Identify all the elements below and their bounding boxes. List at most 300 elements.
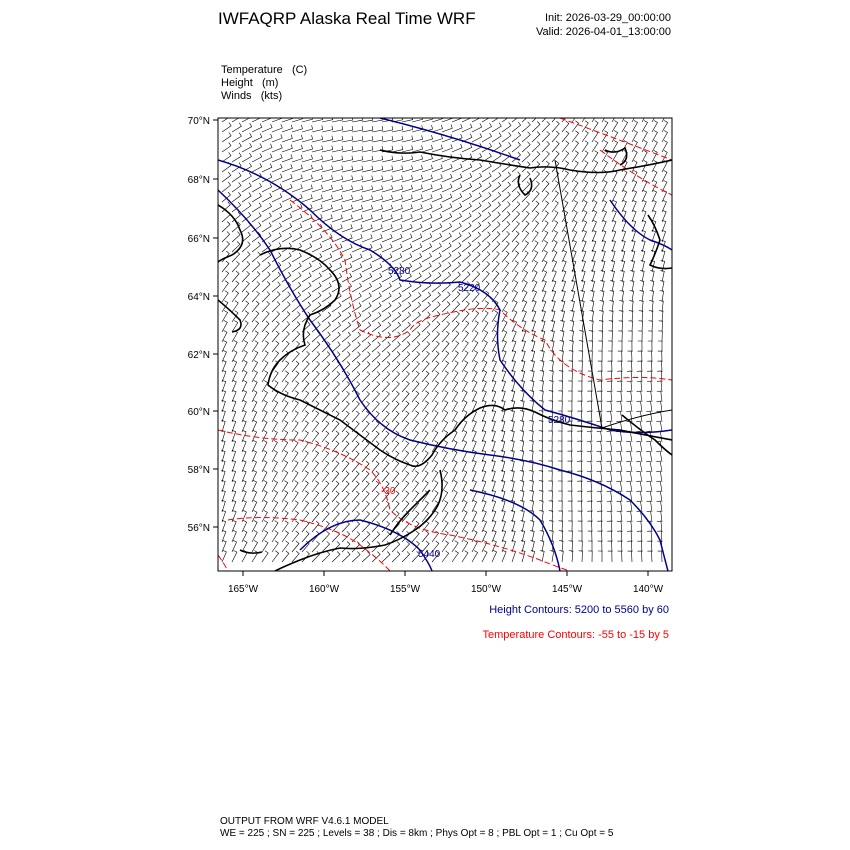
wind-barb <box>412 292 421 302</box>
wind-barb <box>472 341 478 352</box>
wind-barb <box>352 401 359 412</box>
wind-barb <box>262 500 267 512</box>
wind-barb <box>282 451 288 463</box>
wind-barb <box>492 153 501 163</box>
wind-barb <box>637 371 642 382</box>
wind-barb <box>342 293 351 302</box>
wind-barb <box>656 481 662 492</box>
wind-barb <box>232 192 241 202</box>
wind-barb <box>590 311 594 323</box>
height-contours <box>218 118 672 571</box>
wind-barb <box>242 281 249 292</box>
wind-barb <box>382 531 390 542</box>
wind-barb <box>472 193 481 202</box>
wind-barb <box>492 123 501 132</box>
wind-barb <box>452 450 457 462</box>
wind-barb <box>282 154 292 162</box>
wind-barb <box>422 501 429 512</box>
wind-barb <box>522 132 530 142</box>
wind-barb <box>272 351 279 362</box>
wind-barb <box>292 391 299 402</box>
wind-barb <box>292 351 299 362</box>
wind-barb <box>482 350 487 362</box>
wind-barb <box>292 214 302 222</box>
wind-barb <box>462 341 468 352</box>
wind-barb <box>302 115 313 122</box>
wind-barb <box>422 302 431 312</box>
wind-barb <box>352 481 359 492</box>
wind-barb <box>550 551 554 563</box>
wind-barb <box>522 211 529 222</box>
wind-barb <box>559 531 563 542</box>
wind-barb <box>402 551 410 562</box>
wind-barb <box>522 271 528 283</box>
wind-barb <box>609 331 613 342</box>
wind-barb <box>607 511 612 522</box>
wind-barb <box>292 361 299 372</box>
wind-barb <box>372 461 379 472</box>
wind-barb <box>602 240 606 252</box>
wind-barb <box>312 292 321 302</box>
wind-barb <box>362 481 369 492</box>
wind-barb <box>342 176 353 183</box>
wind-barb <box>292 312 300 322</box>
wind-barb <box>312 541 320 552</box>
wind-barb <box>661 250 665 262</box>
wind-barb <box>312 283 321 292</box>
wind-barb <box>548 431 552 442</box>
wind-barb <box>282 262 291 272</box>
wind-barb <box>282 145 292 153</box>
wind-barb <box>282 331 289 342</box>
wind-barb <box>412 361 419 372</box>
wind-barb <box>392 471 399 482</box>
wind-barb <box>542 250 547 262</box>
wind-barb <box>647 541 652 552</box>
wind-barb <box>232 143 241 152</box>
wind-barb <box>622 111 628 123</box>
wind-barb <box>482 331 488 343</box>
wind-barb <box>462 193 472 202</box>
wind-barb <box>539 431 543 442</box>
wind-barb <box>342 411 349 422</box>
wind-barb <box>631 260 635 272</box>
wind-barb <box>588 551 592 562</box>
wind-barb <box>616 431 622 442</box>
wind-barb <box>452 184 462 193</box>
wind-barb <box>402 322 410 332</box>
wind-barb <box>600 291 604 303</box>
wind-barb <box>578 521 582 532</box>
wind-barb <box>649 311 653 322</box>
wind-barb <box>422 253 432 262</box>
wind-barb <box>252 420 257 432</box>
wind-barb <box>646 441 652 452</box>
wind-barb <box>587 411 592 422</box>
wind-barb <box>222 291 228 302</box>
wind-barb <box>322 361 330 372</box>
wind-barb <box>560 341 564 353</box>
wind-barb <box>632 131 637 143</box>
wind-barb <box>659 321 663 332</box>
wind-barb <box>608 351 612 362</box>
wind-barb <box>570 331 574 343</box>
wind-barb <box>242 331 248 342</box>
wind-barb <box>262 460 267 472</box>
wind-barb <box>642 150 647 162</box>
wind-barb <box>272 341 279 352</box>
wind-barb <box>647 391 652 402</box>
wind-barb <box>632 150 637 162</box>
wind-barb <box>592 151 598 162</box>
wind-barb <box>262 531 268 543</box>
wind-barb <box>578 541 582 552</box>
wind-barb <box>452 331 459 342</box>
wind-barb <box>472 242 480 252</box>
wind-barb <box>272 401 278 413</box>
wind-barb <box>312 381 319 392</box>
wind-barb <box>342 322 351 332</box>
wind-barb <box>462 144 472 152</box>
wind-barb <box>422 351 429 362</box>
wind-barb <box>512 231 519 242</box>
wind-barb <box>656 451 662 462</box>
wind-barb <box>561 300 565 312</box>
wind-barb <box>332 342 340 352</box>
wind-barb <box>602 111 608 122</box>
wind-barb <box>432 371 439 382</box>
wind-barb <box>562 131 569 142</box>
wind-barb <box>560 320 564 332</box>
wind-barb <box>626 481 632 492</box>
wind-barb <box>422 312 430 322</box>
wind-barb <box>442 272 451 282</box>
wind-barb <box>352 156 363 162</box>
wind-barb <box>422 411 428 422</box>
wind-barb <box>292 441 298 452</box>
wind-barb <box>272 301 280 312</box>
wind-barb <box>462 321 469 332</box>
wind-barb <box>252 470 257 482</box>
wind-barb <box>372 521 380 532</box>
wind-barb <box>282 461 288 473</box>
wind-barb <box>442 184 452 192</box>
wind-barb <box>442 391 448 402</box>
wind-barb <box>382 441 389 452</box>
wind-barb <box>577 451 582 462</box>
latitude-ticks <box>213 120 218 527</box>
wind-barb <box>342 391 349 402</box>
wind-barb <box>422 273 431 283</box>
wind-barb <box>372 401 379 412</box>
wind-barb <box>631 250 635 262</box>
wind-barb <box>532 251 538 263</box>
wind-barb <box>222 133 231 143</box>
wind-barb <box>562 191 568 202</box>
wind-barb <box>452 262 461 272</box>
wind-barb <box>597 431 602 442</box>
wind-barb <box>442 541 449 552</box>
wind-barb <box>232 261 239 272</box>
wind-barb <box>432 135 443 142</box>
wind-barb <box>482 192 491 202</box>
wind-barb <box>312 511 319 522</box>
map-title: IWFAQRP Alaska Real Time WRF <box>218 9 476 28</box>
wind-barb <box>462 420 467 432</box>
wind-barb <box>432 174 442 182</box>
wind-barb <box>302 214 312 222</box>
wind-barb <box>312 224 322 232</box>
wind-barb <box>392 541 400 552</box>
wind-barb <box>422 155 433 162</box>
wind-barb <box>658 331 662 342</box>
wind-barb <box>272 541 278 552</box>
wind-barb <box>522 231 529 242</box>
wind-barb <box>512 142 521 152</box>
wind-barb <box>532 151 540 162</box>
wind-barb <box>482 281 489 292</box>
wind-barb <box>382 244 392 252</box>
wind-barb <box>650 270 654 282</box>
wind-barb <box>252 430 257 442</box>
wind-barb <box>242 202 251 212</box>
wind-barb <box>641 260 645 272</box>
wind-barb <box>292 511 299 522</box>
wind-barb <box>568 441 573 452</box>
wind-barb <box>302 145 313 152</box>
wind-barb <box>362 195 373 202</box>
wind-barb <box>372 352 380 362</box>
wind-barb <box>362 136 373 142</box>
wind-barb <box>616 451 622 462</box>
wind-barb <box>292 253 301 262</box>
wind-barb <box>222 142 231 152</box>
wind-barb <box>559 371 563 382</box>
wind-barb <box>620 270 624 282</box>
wind-barb <box>597 381 602 392</box>
wind-barb <box>549 401 553 412</box>
wind-barb <box>617 501 622 512</box>
wind-barb <box>552 191 559 202</box>
wind-barb <box>660 291 664 303</box>
wind-barb <box>272 421 278 433</box>
wind-barb <box>352 273 362 282</box>
wind-barb <box>646 481 652 492</box>
wind-barb <box>582 161 588 172</box>
wind-barb <box>432 272 441 282</box>
wind-barb <box>352 293 361 302</box>
wind-barb <box>332 371 340 382</box>
wind-barb <box>472 163 482 172</box>
wind-barb <box>529 441 533 452</box>
wind-barb <box>617 531 622 542</box>
wind-barb <box>402 224 412 232</box>
wind-barb <box>282 164 292 172</box>
wind-barb <box>562 161 569 172</box>
temperature-contours <box>218 118 672 571</box>
latitude-labels <box>188 116 210 534</box>
wind-barb <box>362 293 371 302</box>
wind-barb <box>362 283 372 292</box>
wind-barb <box>272 174 282 182</box>
wind-barb <box>342 166 353 172</box>
wind-barb <box>342 491 349 502</box>
wind-barb <box>412 224 422 232</box>
wind-barb <box>332 541 340 552</box>
wind-barb <box>632 190 637 202</box>
wind-barb <box>540 361 544 373</box>
wind-barb <box>432 145 442 152</box>
wind-barb <box>432 351 439 362</box>
wind-barb <box>312 165 323 172</box>
wind-barb <box>617 401 622 412</box>
wind-barb <box>322 156 333 163</box>
wind-barb <box>362 461 369 472</box>
wind-barb <box>522 142 530 152</box>
wind-barb <box>362 491 369 502</box>
wind-barb <box>622 230 626 242</box>
wind-barb <box>342 332 351 342</box>
wind-barb <box>262 430 267 442</box>
wind-barb <box>262 134 272 142</box>
wind-barb <box>242 252 250 262</box>
wind-barb <box>282 184 292 192</box>
wind-barb <box>559 381 563 392</box>
wind-barb <box>322 352 330 363</box>
wind-barb <box>472 500 477 512</box>
wind-barb <box>598 361 602 372</box>
wind-barb <box>342 342 350 352</box>
wind-barb <box>577 431 582 442</box>
wind-barb <box>382 401 389 412</box>
wind-barb <box>618 361 623 372</box>
lat-label: 66°N <box>187 234 210 245</box>
wind-barb <box>589 331 593 342</box>
wind-barb <box>242 242 250 252</box>
wind-barb <box>532 241 538 252</box>
wind-barb <box>602 180 607 192</box>
wind-barb <box>272 471 277 483</box>
wind-barb <box>599 331 603 342</box>
wind-barb <box>532 112 540 123</box>
wind-barb <box>657 401 662 412</box>
wind-barb <box>302 361 309 372</box>
wind-barb <box>569 351 573 362</box>
wind-barb <box>332 491 339 502</box>
wind-barb <box>522 152 530 162</box>
wind-barb <box>372 362 380 373</box>
wind-barb <box>612 141 618 153</box>
wind-barb <box>412 204 422 212</box>
wind-barb <box>382 185 393 192</box>
wind-barb <box>422 331 430 342</box>
wind-barb <box>322 136 333 142</box>
wind-barb <box>609 311 613 322</box>
height-contour-legend: Height Contours: 5200 to 5560 by 60 <box>489 604 669 616</box>
wind-barb <box>502 122 511 132</box>
wind-barb <box>522 251 528 262</box>
wind-barb <box>462 361 468 372</box>
wind-barb <box>372 166 383 172</box>
wind-barb <box>442 351 449 362</box>
wind-barb <box>362 342 370 352</box>
wind-barb <box>636 451 642 462</box>
wind-barb <box>282 233 292 242</box>
wind-barb <box>332 126 343 132</box>
wind-barb <box>511 400 515 412</box>
wind-barb <box>558 431 562 442</box>
wind-barb <box>382 461 389 472</box>
wind-barb <box>582 131 588 142</box>
wind-barb <box>472 420 476 432</box>
wind-barb <box>646 451 652 462</box>
wind-barb <box>552 111 559 122</box>
wind-barb <box>462 223 471 233</box>
wind-barb <box>552 121 559 132</box>
wind-barb <box>540 371 544 383</box>
wind-barb <box>362 176 373 182</box>
temperature-contour-labels <box>381 486 396 497</box>
wind-barb <box>602 121 608 132</box>
wind-barb <box>442 401 448 412</box>
wind-barb <box>542 260 547 272</box>
wind-barb <box>578 501 583 512</box>
wind-barb <box>252 341 258 352</box>
wind-barb <box>607 491 612 502</box>
wind-barb <box>630 281 634 293</box>
wind-barb <box>597 461 602 472</box>
wind-barb <box>529 451 533 462</box>
wind-barb <box>392 302 401 312</box>
wind-barb <box>502 291 508 302</box>
wind-barb <box>432 431 438 442</box>
wind-barb <box>432 194 442 202</box>
wind-barb <box>548 471 552 482</box>
wind-barb <box>656 471 662 482</box>
wind-barb <box>442 451 448 463</box>
wind-barb <box>232 540 237 552</box>
wind-barb <box>262 541 268 552</box>
wind-barb <box>542 231 548 242</box>
wind-barb <box>422 292 431 302</box>
wind-barb <box>352 195 363 202</box>
wind-barb <box>432 214 442 222</box>
wind-barb <box>382 293 391 302</box>
wind-barb <box>312 136 323 143</box>
wind-barb <box>452 203 462 212</box>
wind-barb <box>342 501 349 512</box>
wind-barb <box>616 481 622 492</box>
wind-barb <box>617 411 623 422</box>
wind-barb <box>568 511 572 522</box>
wind-barb <box>638 331 642 342</box>
wind-barb <box>422 165 433 172</box>
wind-barb <box>452 361 458 372</box>
wind-barb <box>412 491 419 502</box>
wind-barb <box>611 270 615 282</box>
wind-barb <box>302 341 310 352</box>
wind-barb <box>442 125 452 133</box>
temperature-contour-line <box>560 118 672 160</box>
wind-barb <box>432 243 441 252</box>
variable-name: Winds <box>221 90 252 102</box>
wind-barb <box>222 281 228 292</box>
wind-barb <box>412 155 423 162</box>
wind-barb <box>272 531 278 542</box>
wind-barb <box>647 371 652 382</box>
wind-barb <box>521 360 525 372</box>
wind-barb <box>442 311 450 322</box>
